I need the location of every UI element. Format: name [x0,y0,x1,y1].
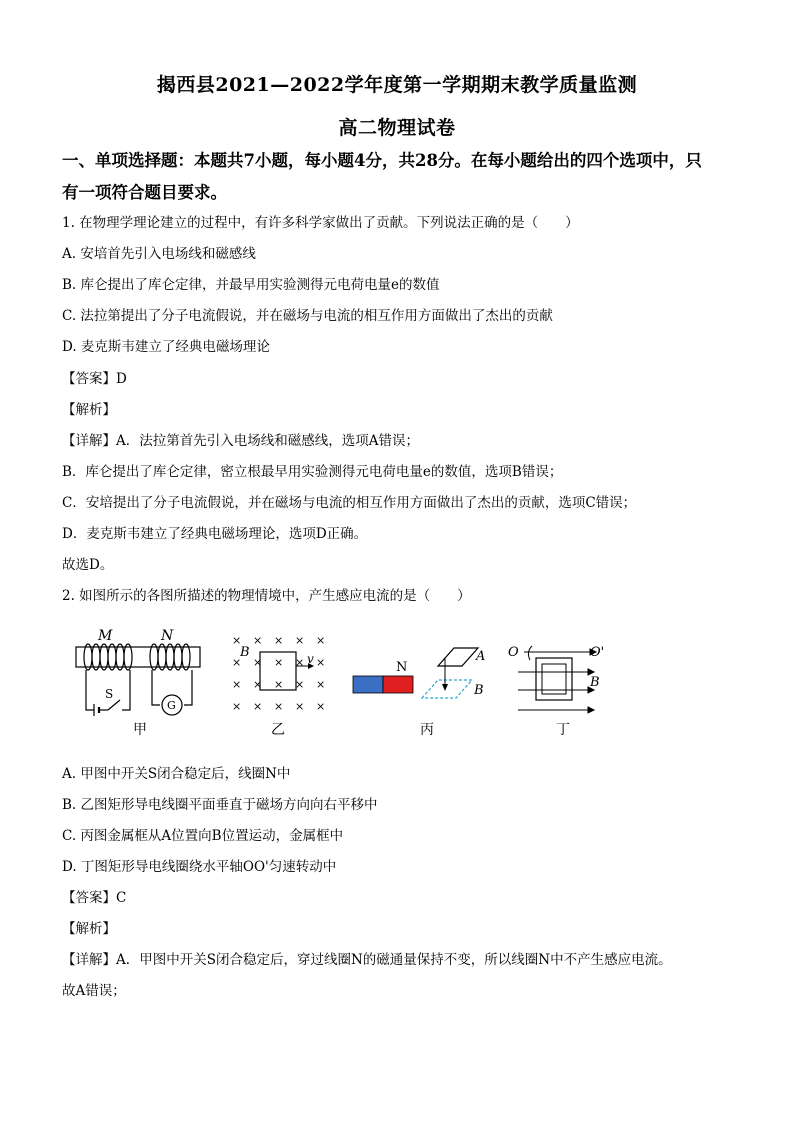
label-b-yi: B [240,645,250,660]
q1-detail-2: B．库仑提出了库仑定律，密立根最早用实验测得元电荷电量e的数值，选项B错误； [62,464,563,480]
q2-option-d: D. 丁图矩形导电线圈绕水平轴OO'匀速转动中 [62,859,337,875]
q2-figure [60,620,620,745]
svg-text:×: × [232,634,242,647]
q1-option-c: C. 法拉第提出了分子电流假说，并在磁场与电流的相互作用方面做出了杰出的贡献 [62,308,553,324]
label-yi: 乙 [271,722,285,738]
q2-option-b: B. 乙图矩形导电线圈平面垂直于磁场方向向右平移中 [62,797,378,813]
label-v: v [307,652,314,666]
svg-text:×: × [295,678,305,691]
section-heading-line2: 有一项符合题目要求。 [62,183,227,202]
svg-text:×: × [295,656,305,669]
frame-position-a [438,648,478,666]
q1-detail-4: D．麦克斯韦建立了经典电磁场理论，选项D正确。 [62,526,368,542]
q2-option-c: C. 丙图金属框从A位置向B位置运动，金属框中 [62,828,344,844]
svg-text:×: × [295,700,305,713]
coil-n [150,644,190,670]
svg-text:×: × [274,634,284,647]
label-magnet-n: N [396,660,408,675]
svg-text:×: × [232,678,242,691]
label-ding: 丁 [556,722,570,738]
motion-arrowhead [442,684,448,691]
label-b-ding: B [590,675,600,690]
svg-text:×: × [232,700,242,713]
svg-text:×: × [316,678,326,691]
label-jia: 甲 [133,722,147,738]
rotation-arrow [528,646,532,660]
figure-jia [76,644,200,716]
q2-detail-2: 故A错误； [62,983,126,999]
label-o: O [508,645,519,660]
label-bing: 丙 [420,722,434,738]
svg-text:×: × [253,700,263,713]
q2-answer: 【答案】C [62,890,127,906]
label-n: N [161,628,174,644]
q2-stem: 2. 如图所示的各图所描述的物理情境中，产生感应电流的是（ ） [62,588,471,604]
q1-option-d: D. 麦克斯韦建立了经典电磁场理论 [62,339,270,355]
q2-option-a: A. 甲图中开关S闭合稳定后，线圈N中 [62,766,291,782]
q1-detail-3: C．安培提出了分子电流假说，并在磁场与电流的相互作用方面做出了杰出的贡献，选项C错误； [62,495,637,511]
exam-title: 揭西县2021—2022学年度第一学期期末教学质量监测 [156,74,638,96]
q1-analysis-label: 【解析】 [62,402,116,418]
label-s: S [105,687,114,701]
frame-position-b [422,680,472,698]
q1-stem: 1. 在物理学理论建立的过程中，有许多科学家做出了贡献。下列说法正确的是（ ） [62,215,579,231]
svg-text:×: × [316,656,326,669]
coil-m [84,644,132,670]
svg-text:×: × [274,678,284,691]
label-b-bing: B [474,683,484,698]
label-m: M [98,628,113,644]
svg-text:×: × [232,656,242,669]
label-o-prime: O' [590,645,605,660]
q1-detail-5: 故选D。 [62,557,114,573]
q1-detail-1: 【详解】A．法拉第首先引入电场线和磁感线，选项A错误； [62,433,419,449]
q1-option-a: A. 安培首先引入电场线和磁感线 [62,246,256,262]
q1-option-b: B. 库仑提出了库仑定律，并最早用实验测得元电荷电量e的数值 [62,277,440,293]
svg-text:×: × [274,656,284,669]
svg-text:×: × [253,656,263,669]
q2-detail-1: 【详解】A．甲图中开关S闭合稳定后，穿过线圈N的磁通量保持不变，所以线圈N中不产生感应电流。 [62,952,672,968]
q1-answer: 【答案】D [62,371,127,387]
magnet-s-pole [353,676,383,693]
svg-text:×: × [295,634,305,647]
svg-text:×: × [253,678,263,691]
q2-analysis-label: 【解析】 [62,921,116,937]
exam-subtitle: 高二物理试卷 [338,117,456,139]
svg-text:×: × [316,700,326,713]
svg-text:×: × [253,634,263,647]
switch-blade [108,700,120,710]
label-a: A [476,649,486,664]
svg-text:×: × [316,634,326,647]
magnet-n-pole [383,676,413,693]
section-heading-line1: 一、单项选择题：本题共7小题，每小题4分，共28分。在每小题给出的四个选项中，只 [62,151,702,170]
svg-text:×: × [274,700,284,713]
figure-ding [518,646,596,713]
label-g: G [167,699,176,712]
